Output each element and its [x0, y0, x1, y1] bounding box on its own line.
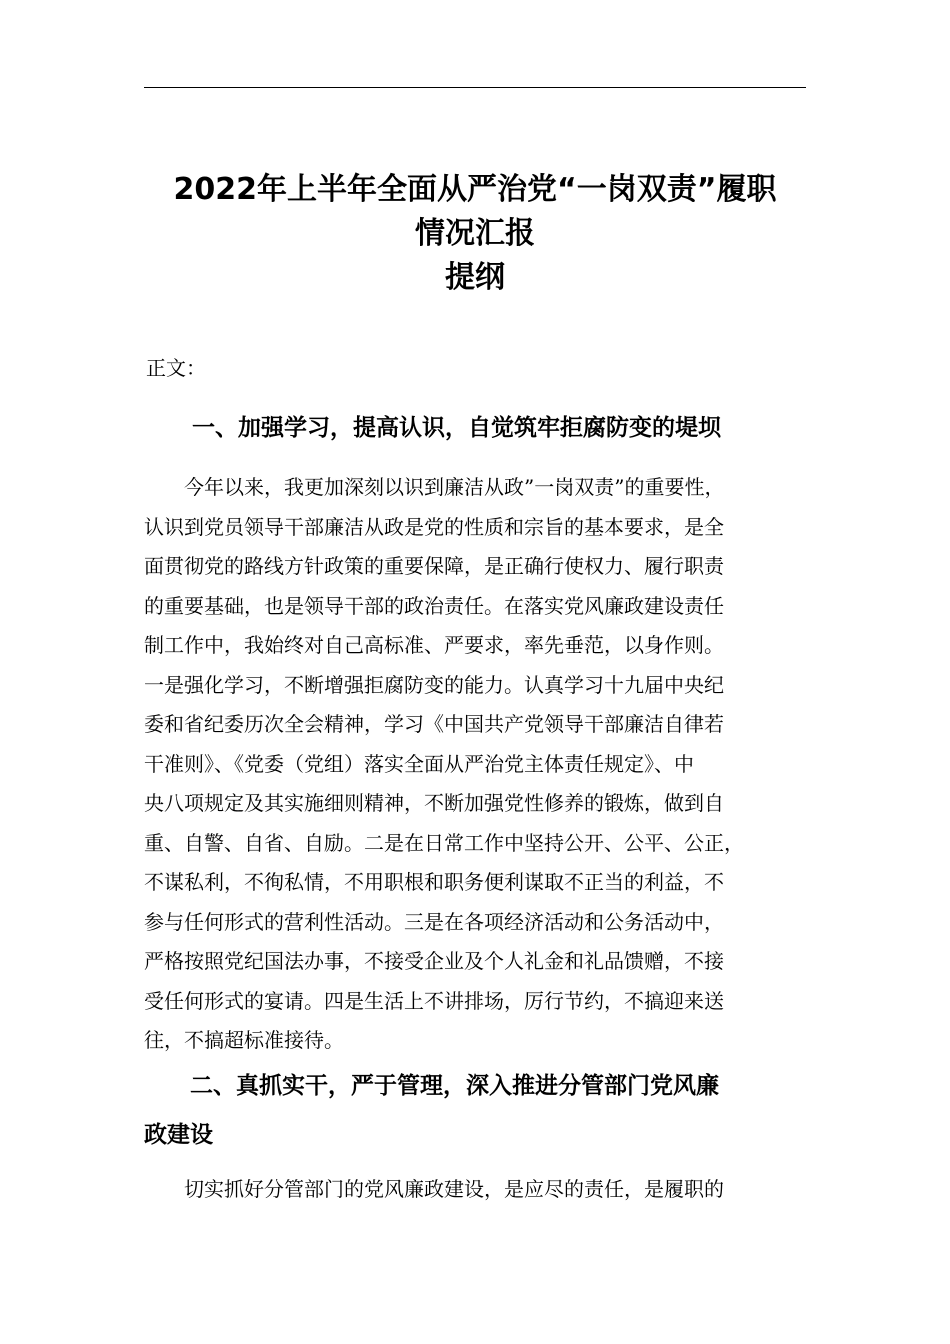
text-line: 的重要基础，也是领导干部的政治责任。在落实党风廉政建设责任 — [144, 593, 724, 618]
body-label: 正文： — [146, 356, 206, 380]
text-line: 干准则》、《党委（党组）落实全面从严治党主体责任规定》、中 — [144, 751, 694, 776]
text-line: 不谋私利，不徇私情，不用职根和职务便利谋取不正当的利益，不 — [144, 870, 724, 894]
section1-body — [144, 468, 808, 1061]
text-line: 受任何形式的宴请。四是生活上不讲排场，厉行节约，不搞迎来送 — [144, 988, 724, 1013]
text-line: 今年以来，我更加深刻以识到廉洁从政”一岗双责”的重要性， — [144, 475, 725, 499]
section1-heading: 一、加强学习，提高认识，自觉筑牢拒腐防变的堤坝 — [192, 415, 721, 441]
text-line: 面贯彻党的路线方针政策的重要保障，是正确行使权力、履行职责 — [144, 554, 724, 578]
text-line: 参与任何形式的营利性活动。三是在各项经济活动和公务活动中， — [144, 909, 724, 934]
text-line: 央八项规定及其实施细则精神，不断加强党性修养的锻炼，做到自 — [144, 791, 724, 815]
section2-body — [144, 1170, 808, 1210]
text-line: 认识到党员领导干部廉洁从政是党的性质和宗旨的基本要求，是全 — [144, 514, 724, 539]
text-line: 严格按照党纪国法办事，不接受企业及个人礼金和礼品馈赠，不接 — [144, 949, 724, 973]
text-line: 制工作中，我始终对自己高标准、严要求，率先垂范，以身作则。 — [144, 633, 724, 657]
section2-heading — [144, 1062, 808, 1160]
title-line: 2022年上半年全面从严治党“一岗双责”履职 — [173, 172, 777, 207]
title-line: 提纲 — [445, 260, 505, 295]
text-line: 往，不搞超标准接待。 — [144, 1028, 344, 1052]
text-line: 委和省纪委历次全会精神，学习《中国共产党领导干部廉洁自律若 — [144, 712, 724, 736]
text-line: 一是强化学习，不断增强拒腐防变的能力。认真学习十九届中央纪 — [144, 672, 724, 697]
text-line: 切实抓好分管部门的党风廉政建设，是应尽的责任，是履职的 — [144, 1177, 724, 1201]
heading-line: 二、真抓实干，严于管理，深入推进分管部门党风廉 — [144, 1073, 719, 1099]
heading-line: 政建设 — [144, 1122, 213, 1148]
header-rule — [144, 87, 806, 88]
text-line: 重、自警、自省、自励。二是在日常工作中坚持公开、公平、公正， — [144, 830, 744, 855]
document-title — [144, 168, 806, 300]
title-line: 情况汇报 — [415, 216, 535, 251]
